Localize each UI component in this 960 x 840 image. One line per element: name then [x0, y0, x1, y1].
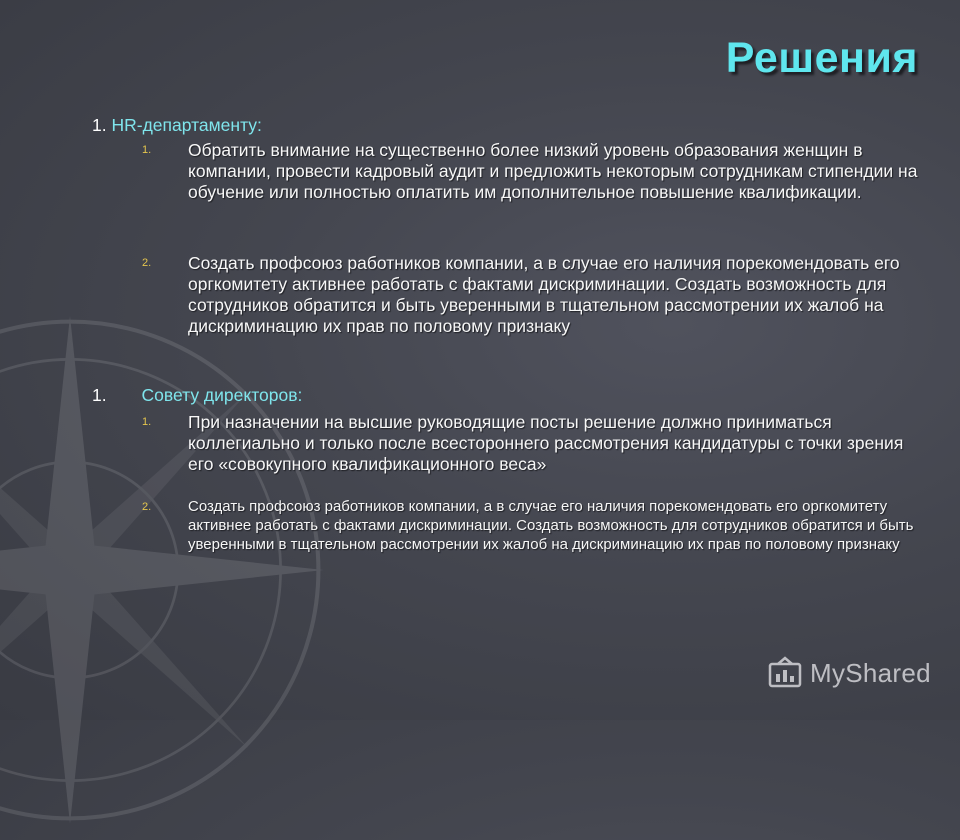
section-label: HR-департаменту: — [111, 115, 262, 135]
section-number: 1. — [92, 385, 107, 405]
myshared-watermark — [768, 656, 931, 690]
list-item — [142, 140, 932, 203]
item-marker: 2. — [142, 257, 152, 269]
item-marker: 2. — [142, 501, 152, 513]
item-text: Обратить внимание на существенно более низкий уровень образования женщин в компании, провести кадровый аудит и предложить некоторым сотрудникам стипендии на обучение или полностью оплатить им дополнительное повышение квалификации. — [188, 140, 918, 202]
section-number: 1. — [92, 115, 107, 135]
item-text: Создать профсоюз работников компании, а в случае его наличия порекомендовать его оргкомитету активнее работать с фактами дискриминации. Создать возможность для сотрудников обратится и быть уверенными в тщательном рассмотрении их жалоб на дискриминацию их прав по половому признаку — [188, 498, 914, 553]
section-heading — [92, 115, 262, 136]
section-label: Совету директоров: — [141, 385, 303, 405]
item-text: Создать профсоюз работников компании, а в случае его наличия порекомендовать его оргкомитету активнее работать с фактами дискриминации. Создать возможность для сотрудников обратится и быть уверенными в тщательном рассмотрении их жалоб на дискриминацию их прав по половому признаку — [188, 253, 900, 336]
list-item — [142, 412, 932, 475]
item-text: При назначении на высшие руководящие посты решение должно приниматься коллегиально и только после всестороннего рассмотрения кандидатуры с точки зрения его «совокупного квалификационного веса» — [188, 412, 904, 474]
section-heading — [92, 385, 302, 406]
compass-background-icon — [0, 300, 340, 840]
list-item — [142, 253, 932, 337]
list-item — [142, 497, 932, 554]
watermark-text: MyShared — [810, 657, 931, 688]
item-marker: 1. — [142, 416, 152, 428]
slide-title: Решения — [725, 34, 918, 82]
myshared-logo-icon — [768, 656, 802, 690]
item-marker: 1. — [142, 144, 152, 156]
